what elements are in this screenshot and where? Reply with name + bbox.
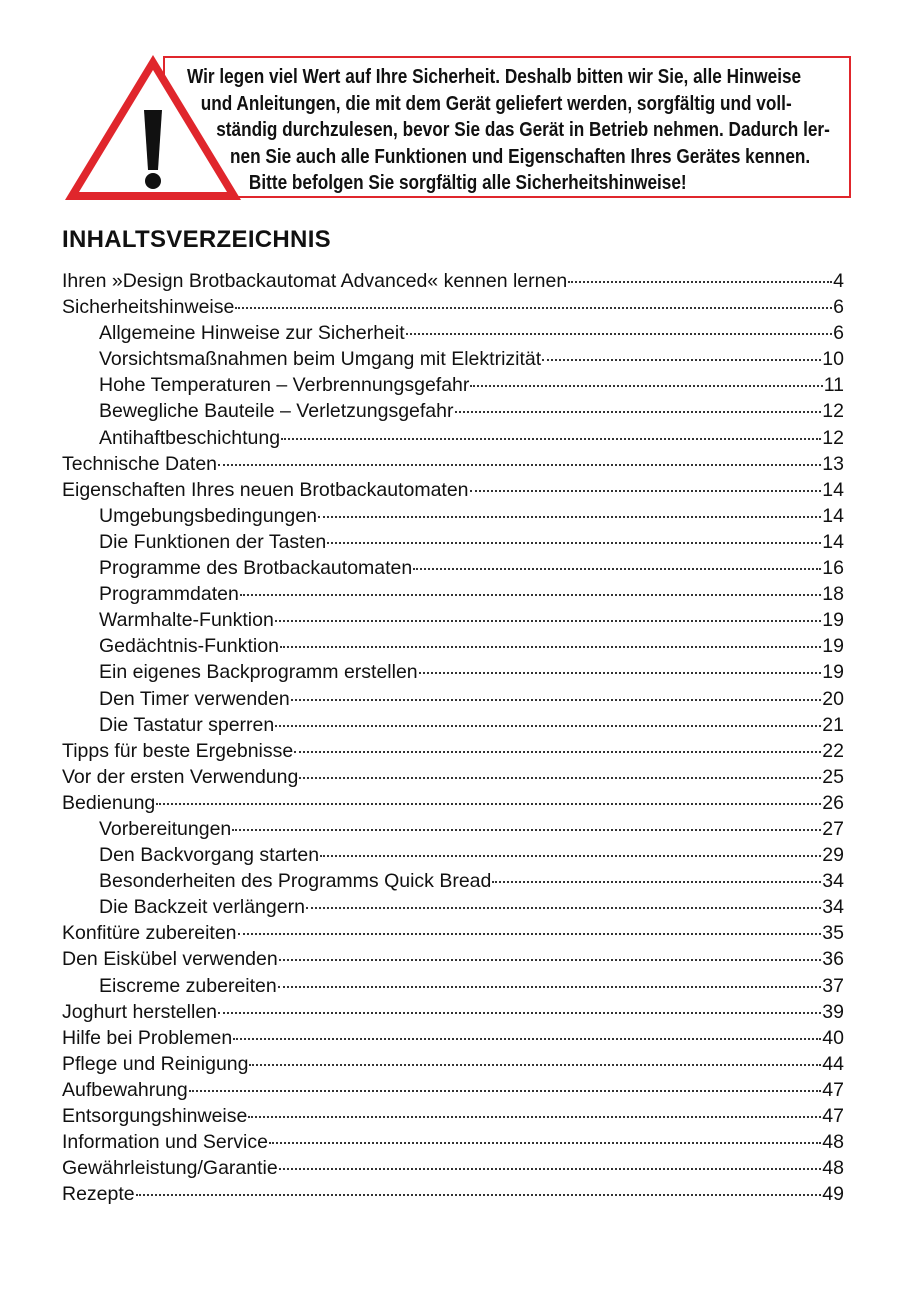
table-of-contents — [62, 268, 844, 1207]
toc-entry-label: Aufbewahrung — [62, 1078, 188, 1101]
toc-entry[interactable] — [62, 633, 844, 659]
toc-entry-page: 49 — [822, 1183, 844, 1206]
toc-entry-label: Gedächtnis-Funktion — [99, 635, 279, 658]
toc-leader-dots — [233, 1038, 821, 1040]
toc-entry-label: Konfitüre zubereiten — [62, 922, 237, 945]
toc-leader-dots — [269, 1142, 821, 1144]
toc-leader-dots — [235, 307, 832, 309]
toc-entry-label: Die Funktionen der Tasten — [99, 530, 327, 553]
toc-entry-label: Gewährleistung/Garantie — [62, 1157, 278, 1180]
toc-entry[interactable] — [62, 790, 844, 816]
toc-entry-page: 48 — [822, 1131, 844, 1154]
toc-entry[interactable] — [62, 946, 844, 972]
warning-line: Wir legen viel Wert auf Ihre Sicherheit. Deshalb bitten wir Sie, alle Hinweise — [187, 66, 802, 88]
toc-entry-page: 29 — [822, 844, 844, 867]
toc-leader-dots — [249, 1064, 821, 1066]
toc-entry[interactable] — [62, 999, 844, 1025]
toc-entry-page: 40 — [822, 1026, 844, 1049]
toc-entry-page: 34 — [822, 896, 844, 919]
toc-entry-label: Den Eiskübel verwenden — [62, 948, 278, 971]
toc-leader-dots — [232, 829, 821, 831]
toc-entry-page: 27 — [822, 817, 844, 840]
toc-entry-label: Entsorgungshinweise — [62, 1105, 248, 1127]
toc-entry-page: 37 — [822, 974, 844, 997]
toc-entry-page: 18 — [822, 583, 844, 606]
toc-entry-page: 12 — [822, 400, 844, 423]
toc-entry-label: Bedienung — [62, 791, 156, 814]
toc-entry-page: 44 — [822, 1052, 844, 1075]
toc-leader-dots — [299, 777, 821, 779]
toc-leader-dots — [492, 881, 821, 883]
toc-entry[interactable] — [62, 764, 844, 790]
toc-entry-label: Programmdaten — [99, 583, 239, 606]
toc-entry-page: 14 — [822, 478, 844, 501]
warning-line: ständig durchzulesen, bevor Sie das Gerät in Betrieb nehmen. Dadurch ler- — [216, 119, 830, 141]
toc-entry-label: Bewegliche Bauteile – Verletzungsgefahr — [99, 400, 454, 423]
toc-entry-page: 36 — [822, 948, 844, 971]
toc-entry[interactable] — [62, 346, 844, 372]
toc-entry-page: 20 — [822, 687, 844, 710]
toc-leader-dots — [291, 699, 822, 701]
toc-entry-page: 25 — [822, 765, 844, 788]
toc-entry[interactable] — [62, 477, 844, 503]
toc-leader-dots — [189, 1090, 822, 1092]
toc-entry-page: 11 — [823, 374, 844, 397]
toc-leader-dots — [156, 803, 821, 805]
toc-leader-dots — [294, 751, 821, 753]
toc-entry[interactable] — [62, 529, 844, 555]
warning-line: und Anleitungen, die mit dem Gerät geliefert werden, sorgfältig und voll- — [200, 92, 792, 115]
toc-entry[interactable] — [62, 973, 844, 999]
toc-entry[interactable] — [62, 1103, 844, 1129]
toc-entry-page: 13 — [822, 452, 844, 475]
toc-entry-page: 14 — [822, 504, 844, 527]
toc-entry[interactable] — [62, 1051, 844, 1077]
toc-entry[interactable] — [62, 1025, 844, 1051]
toc-leader-dots — [280, 646, 821, 648]
toc-leader-dots — [413, 568, 821, 570]
toc-entry-page: 21 — [822, 713, 844, 736]
warning-line: Bitte befolgen Sie sorgfältig alle Sicherheitshinweise! — [248, 172, 687, 194]
toc-entry-label: Information und Service — [62, 1131, 268, 1154]
toc-entry[interactable] — [62, 320, 844, 346]
toc-entry[interactable] — [62, 712, 844, 738]
toc-entry-page: 14 — [822, 530, 844, 553]
toc-entry-label: Vor der ersten Verwendung — [62, 765, 299, 788]
toc-entry[interactable] — [62, 686, 844, 712]
toc-entry-page: 39 — [822, 1000, 844, 1023]
toc-leader-dots — [327, 542, 821, 544]
toc-entry[interactable] — [62, 555, 844, 581]
toc-entry-label: Die Tastatur sperren — [99, 713, 275, 736]
toc-entry-label: Eigenschaften Ihres neuen Brotbackautomaten — [62, 478, 469, 501]
toc-entry-page: 47 — [822, 1105, 844, 1127]
toc-leader-dots — [568, 281, 832, 283]
toc-entry-label: Ein eigenes Backprogramm erstellen — [99, 661, 418, 684]
toc-entry[interactable] — [62, 581, 844, 607]
toc-entry-label: Vorbereitungen — [99, 817, 232, 840]
toc-entry-page: 26 — [822, 791, 844, 814]
toc-entry-label: Pflege und Reinigung — [62, 1052, 249, 1075]
toc-entry-page: 6 — [833, 296, 844, 319]
toc-entry-label: Die Backzeit verlängern — [99, 896, 305, 919]
toc-leader-dots — [218, 464, 821, 466]
toc-entry-label: Besonderheiten des Programms Quick Bread — [99, 870, 492, 893]
toc-entry[interactable] — [62, 659, 844, 685]
toc-leader-dots — [281, 438, 821, 440]
toc-leader-dots — [248, 1116, 821, 1118]
toc-entry[interactable] — [62, 1155, 844, 1181]
toc-entry[interactable] — [62, 920, 844, 946]
toc-leader-dots — [240, 594, 821, 596]
toc-entry[interactable] — [62, 425, 844, 451]
toc-entry[interactable] — [62, 294, 844, 320]
toc-entry-label: Hilfe bei Problemen — [62, 1026, 233, 1049]
toc-entry-page: 19 — [822, 661, 844, 684]
toc-entry-page: 35 — [822, 922, 844, 945]
toc-entry-label: Tipps für beste Ergebnisse — [62, 739, 294, 762]
toc-leader-dots — [470, 385, 822, 387]
toc-leader-dots — [455, 411, 822, 413]
toc-leader-dots — [136, 1194, 822, 1196]
toc-entry-label: Antihaftbeschichtung — [99, 426, 281, 449]
toc-entry-label: Sicherheitshinweise — [62, 296, 235, 319]
toc-entry-label: Den Timer verwenden — [99, 687, 290, 710]
toc-entry-label: Warmhalte-Funktion — [99, 609, 274, 632]
toc-entry-page: 48 — [822, 1157, 844, 1180]
toc-leader-dots — [318, 516, 821, 518]
toc-entry[interactable] — [62, 842, 844, 868]
toc-entry[interactable] — [62, 816, 844, 842]
toc-leader-dots — [320, 855, 821, 857]
toc-entry-label: Den Backvorgang starten — [99, 844, 320, 867]
toc-entry-label: Programme des Brotbackautomaten — [99, 557, 413, 580]
toc-entry[interactable] — [62, 451, 844, 477]
toc-leader-dots — [279, 959, 822, 961]
warning-text — [187, 64, 830, 197]
toc-entry-label: Umgebungsbedingungen — [99, 504, 317, 527]
toc-entry[interactable] — [62, 372, 844, 398]
toc-entry-page: 12 — [822, 426, 844, 449]
toc-leader-dots — [238, 933, 822, 935]
safety-warning-box — [63, 52, 854, 201]
toc-leader-dots — [275, 725, 821, 727]
toc-entry[interactable] — [62, 894, 844, 920]
toc-leader-dots — [470, 490, 822, 492]
toc-entry[interactable] — [62, 1181, 844, 1207]
toc-entry-page: 22 — [822, 739, 844, 762]
toc-title: INHALTSVERZEICHNIS — [62, 226, 331, 253]
toc-leader-dots — [306, 907, 821, 909]
toc-entry-page: 34 — [822, 870, 844, 893]
toc-entry[interactable] — [62, 1077, 844, 1103]
toc-entry-page: 10 — [822, 348, 844, 371]
toc-leader-dots — [419, 672, 822, 674]
toc-entry-page: 19 — [822, 635, 844, 658]
toc-entry-label: Hohe Temperaturen – Verbrennungsgefahr — [99, 374, 470, 397]
toc-entry-label: Technische Daten — [62, 452, 218, 475]
toc-entry-page: 16 — [822, 557, 844, 580]
toc-entry-page: 6 — [833, 322, 844, 345]
toc-entry[interactable] — [62, 398, 844, 424]
toc-entry-label: Allgemeine Hinweise zur Sicherheit — [99, 322, 405, 345]
toc-entry-label: Eiscreme zubereiten — [99, 974, 277, 997]
toc-entry-label: Joghurt herstellen — [62, 1000, 218, 1023]
toc-entry-page: 47 — [822, 1078, 844, 1101]
toc-entry[interactable] — [62, 503, 844, 529]
warning-line: nen Sie auch alle Funktionen und Eigenschaften Ihres Gerätes kennen. — [230, 145, 811, 168]
toc-entry-page: 19 — [822, 609, 844, 632]
toc-leader-dots — [542, 359, 821, 361]
toc-leader-dots — [406, 333, 833, 335]
toc-entry[interactable] — [62, 738, 844, 764]
toc-entry-page: 4 — [833, 270, 844, 292]
toc-entry[interactable] — [62, 868, 844, 894]
toc-entry[interactable] — [62, 1129, 844, 1155]
toc-entry-label: Vorsichtsmaßnahmen beim Umgang mit Elektrizität — [99, 348, 542, 371]
toc-leader-dots — [275, 620, 821, 622]
toc-entry[interactable] — [62, 607, 844, 633]
toc-leader-dots — [279, 1168, 822, 1170]
toc-entry-label: Ihren »Design Brotbackautomat Advanced« kennen lernen — [62, 270, 568, 292]
toc-leader-dots — [278, 986, 822, 988]
toc-entry-label: Rezepte — [62, 1183, 135, 1206]
toc-entry[interactable] — [62, 268, 844, 294]
toc-leader-dots — [218, 1012, 821, 1014]
